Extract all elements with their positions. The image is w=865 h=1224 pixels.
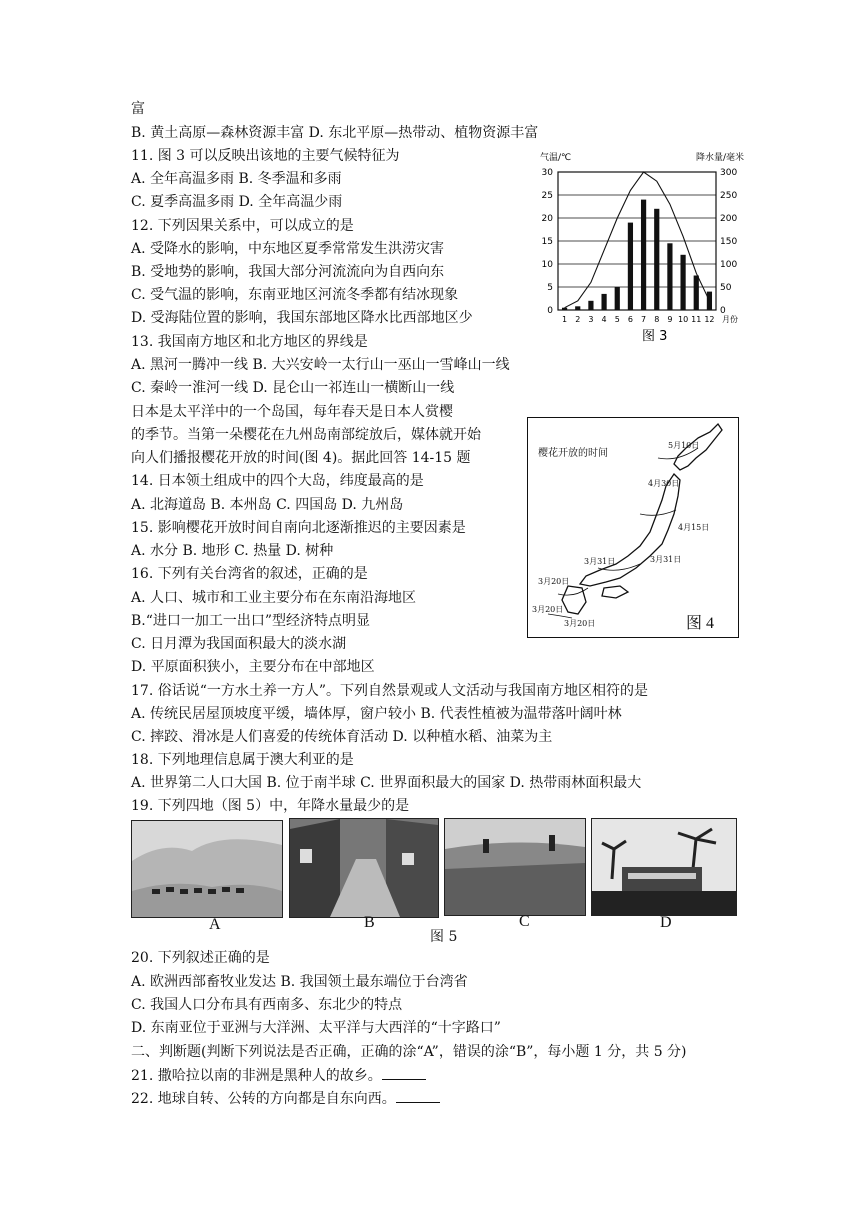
- question-line: B.“进口一加工一出口”型经济特点明显: [131, 613, 371, 629]
- photo-c-grassland-sheep: [444, 818, 586, 916]
- question-line: B. 黄土高原—森林资源丰富 D. 东北平原—热带动、植物资源丰富: [131, 125, 539, 141]
- question-line: D. 受海陆位置的影响，我国东部地区降水比西部地区少: [131, 310, 473, 326]
- question-line: 13. 我国南方地区和北方地区的界线是: [131, 334, 368, 350]
- photo-label-d: D: [660, 914, 672, 931]
- right-tick-label: 200: [720, 214, 738, 224]
- question-line: 11. 图 3 可以反映出该地的主要气候特征为: [131, 148, 400, 164]
- left-tick-label: 10: [541, 260, 553, 270]
- question-line: 18. 下列地理信息属于澳大利亚的是: [131, 752, 354, 768]
- question-line: 17. 俗话说“一方水土养一方人”。下列自然景观或人文活动与我国南方地区相符的是: [131, 683, 649, 699]
- question-line: C. 摔跤、滑冰是人们喜爱的传统体育活动 D. 以种植水稻、油菜为主: [131, 729, 553, 745]
- question-line: C. 夏季高温多雨 D. 全年高温少雨: [131, 194, 343, 210]
- section-heading: [131, 1042, 687, 1062]
- figure-5-caption: 图 5: [430, 929, 458, 945]
- month-tick-label: 10: [677, 315, 689, 324]
- precip-bar: [641, 200, 646, 310]
- precip-bar: [707, 292, 712, 310]
- question-line: D. 平原面积狭小，主要分布在中部地区: [131, 659, 375, 675]
- question-line: A. 北海道岛 B. 本州岛 C. 四国岛 D. 九州岛: [131, 497, 404, 513]
- question-line: A. 水分 B. 地形 C. 热量 D. 树种: [131, 543, 334, 559]
- photo-b-water-town: [289, 818, 439, 918]
- right-tick-label: 0: [720, 306, 726, 316]
- month-tick-label: 3: [588, 315, 594, 324]
- question-line: 向人们播报樱花开放的时间(图 4)。据此回答 14-15 题: [131, 450, 471, 466]
- question-line: A. 传统民居屋顶坡度平缓，墙体厚，窗户较小 B. 代表性植被为温带落叶阔叶林: [131, 706, 622, 722]
- month-tick-label: 7: [641, 315, 647, 324]
- line-text: C. 我国人口分布具有西南多、东北少的特点: [131, 997, 403, 1013]
- question-line: 的季节。当第一朵樱花在九州岛南部绽放后，媒体就开始: [131, 427, 481, 443]
- answer-blank[interactable]: [396, 1088, 440, 1103]
- figure-4-caption: 图 4: [686, 615, 715, 632]
- question-line: 14. 日本领土组成中的四个大岛，纬度最高的是: [131, 473, 424, 489]
- question-line: A. 黑河一腾冲一线 B. 大兴安岭一太行山一巫山一雪峰山一线: [131, 357, 510, 373]
- map-date-label: 3月31日: [584, 557, 616, 566]
- question-line: [131, 1065, 426, 1086]
- map-date-label: 3月20日: [532, 605, 564, 614]
- figure-4-japan-map: [527, 417, 739, 638]
- photo-label-c: C: [519, 913, 530, 930]
- precip-bar: [588, 301, 593, 310]
- photo-label-a: A: [209, 916, 221, 933]
- precip-bar: [667, 243, 672, 310]
- question-line: 19. 下列四地（图 5）中，年降水量最少的是: [131, 798, 410, 814]
- precip-bar: [680, 255, 685, 310]
- photo-label-b: B: [364, 914, 375, 931]
- precip-bar: [654, 209, 659, 310]
- question-line: 15. 影响樱花开放时间自南向北逐渐推迟的主要因素是: [131, 520, 466, 536]
- question-line: A. 人口、城市和工业主要分布在东南沿海地区: [131, 590, 417, 606]
- month-tick-label: 8: [654, 315, 660, 324]
- question-line: 富: [131, 101, 145, 117]
- right-tick-label: 50: [720, 283, 732, 293]
- question-line: C. 日月潭为我国面积最大的淡水湖: [131, 636, 347, 652]
- question-line: C. 秦岭一淮河一线 D. 昆仑山一祁连山一横断山一线: [131, 380, 455, 396]
- question-line: [131, 972, 468, 992]
- question-line: A. 全年高温多雨 B. 冬季温和多雨: [131, 171, 342, 187]
- month-tick-label: 11: [691, 315, 702, 324]
- line-text: D. 东南亚位于亚洲与大洋洲、太平洋与大西洋的“十字路口”: [131, 1020, 501, 1036]
- line-text: 二、判断题(判断下列说法是否正确，正确的涂“A”，错误的涂“B”，每小题 1 分，共 5 分): [131, 1044, 687, 1060]
- line-text: 21. 撒哈拉以南的非洲是黑种人的故乡。: [131, 1068, 382, 1084]
- month-tick-label: 6: [627, 315, 633, 324]
- month-tick-label: 5: [614, 315, 620, 324]
- question-line: C. 受气温的影响，东南亚地区河流冬季都有结冰现象: [131, 287, 459, 303]
- month-tick-label: 2: [575, 315, 581, 324]
- map-date-label: 3月20日: [564, 619, 596, 628]
- right-tick-label: 300: [720, 168, 738, 178]
- map-date-label: 3月20日: [538, 577, 570, 586]
- month-tick-label: 9: [667, 315, 673, 324]
- precip-bar: [601, 294, 606, 310]
- map-date-label: 4月30日: [648, 479, 680, 488]
- precip-bar: [562, 308, 567, 310]
- line-text: 22. 地球自转、公转的方向都是自东向西。: [131, 1091, 396, 1107]
- map-date-label: 5月10日: [668, 441, 700, 450]
- right-tick-label: 250: [720, 191, 738, 201]
- answer-blank[interactable]: [382, 1065, 426, 1080]
- left-tick-label: 30: [541, 168, 553, 178]
- left-tick-label: 25: [541, 191, 553, 201]
- figure-3-climate-chart: [538, 148, 746, 344]
- question-line: B. 受地势的影响，我国大部分河流流向为自西向东: [131, 264, 445, 280]
- precip-bar: [575, 306, 580, 310]
- x-axis-unit: 月份: [722, 315, 738, 324]
- precip-bar: [694, 276, 699, 311]
- map-date-label: 4月15日: [678, 523, 710, 532]
- question-line: A. 受降水的影响，中东地区夏季常常发生洪涝灾害: [131, 241, 445, 257]
- month-tick-label: 1: [562, 315, 568, 324]
- left-axis-title: 气温/℃: [540, 153, 572, 163]
- question-line: [131, 948, 270, 968]
- left-tick-label: 15: [541, 237, 553, 247]
- question-line: A. 世界第二人口大国 B. 位于南半球 C. 世界面积最大的国家 D. 热带雨林面积最大: [131, 775, 642, 791]
- figure-3-caption: 图 3: [642, 329, 668, 344]
- map-title: 樱花开放的时间: [538, 448, 608, 459]
- precip-bar: [628, 223, 633, 310]
- question-line: [131, 995, 402, 1015]
- month-tick-label: 4: [601, 315, 607, 324]
- right-axis-title: 降水量/毫米: [695, 153, 744, 163]
- map-date-label: 3月31日: [650, 555, 682, 564]
- question-line: [131, 1088, 440, 1109]
- line-text: 20. 下列叙述正确的是: [131, 950, 270, 966]
- line-text: A. 欧洲西部畜牧业发达 B. 我国领土最东端位于台湾省: [131, 974, 468, 990]
- right-tick-label: 100: [720, 260, 738, 270]
- month-tick-label: 12: [704, 315, 715, 324]
- left-tick-label: 0: [547, 306, 553, 316]
- left-tick-label: 20: [541, 214, 553, 224]
- question-line: 16. 下列有关台湾省的叙述，正确的是: [131, 566, 368, 582]
- left-tick-label: 5: [547, 283, 553, 293]
- photo-d-tropical-building: [591, 818, 737, 916]
- photo-a-desert-camels: [131, 820, 283, 918]
- question-line: [131, 1018, 501, 1038]
- precip-bar: [615, 287, 620, 310]
- question-line: 日本是太平洋中的一个岛国，每年春天是日本人赏樱: [131, 404, 453, 420]
- right-tick-label: 150: [720, 237, 738, 247]
- question-line: 12. 下列因果关系中，可以成立的是: [131, 218, 354, 234]
- climate-chart-svg: [538, 148, 746, 344]
